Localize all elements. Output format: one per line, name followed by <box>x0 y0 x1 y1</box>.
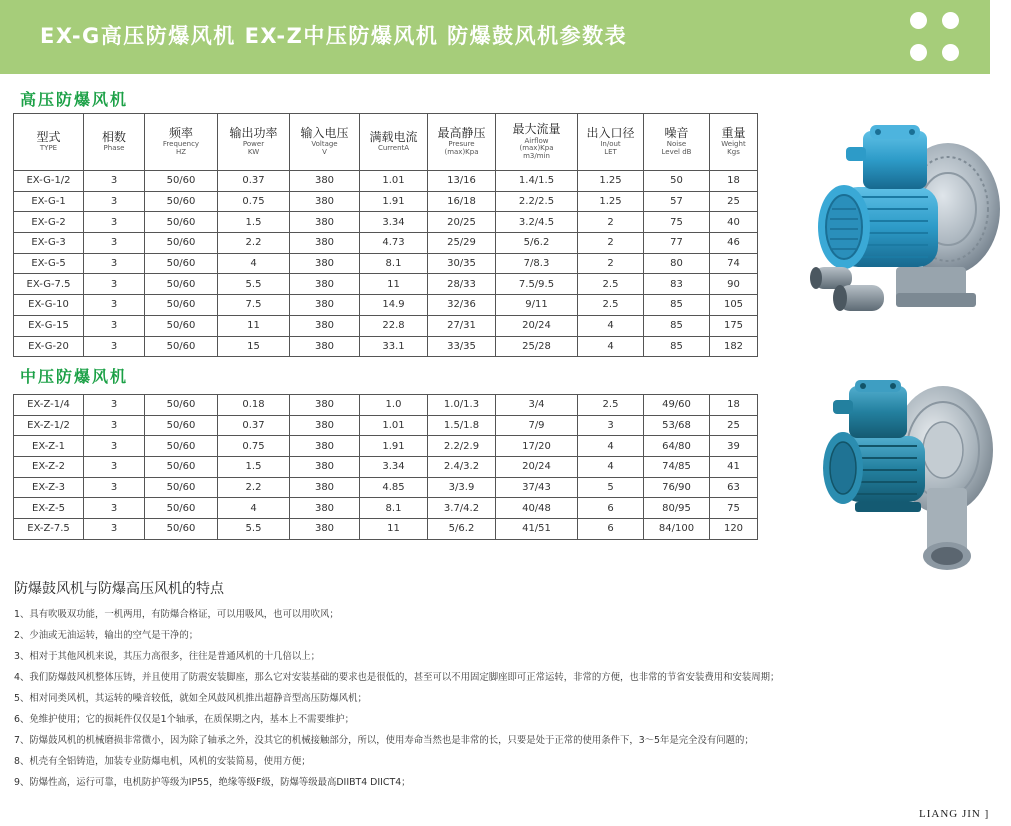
table-row <box>14 395 758 416</box>
header-banner <box>0 0 990 74</box>
table-cell: EX-Z-1 <box>14 436 84 457</box>
page-title: EX-G高压防爆风机 EX-Z中压防爆风机 防爆鼓风机参数表 <box>40 24 628 48</box>
table-cell: 3/4 <box>496 395 578 416</box>
table-cell: 3 <box>84 457 145 478</box>
table-row <box>14 519 758 540</box>
table-cell: 50/60 <box>145 457 218 478</box>
table-cell: 84/100 <box>644 519 710 540</box>
table-cell: 2 <box>578 233 644 254</box>
table-cell: 37/43 <box>496 477 578 498</box>
table-cell: 74/85 <box>644 457 710 478</box>
table-cell: 50/60 <box>145 436 218 457</box>
table-cell: 64/80 <box>644 436 710 457</box>
table-cell: 85 <box>644 295 710 316</box>
table-cell: 39 <box>710 436 758 457</box>
table-cell: 2.5 <box>578 274 644 295</box>
table-cell: 380 <box>290 295 360 316</box>
table-cell: 1.0/1.3 <box>428 395 496 416</box>
table-cell: 20/25 <box>428 212 496 233</box>
table-cell: 0.75 <box>218 191 290 212</box>
table-cell: 25 <box>710 415 758 436</box>
features-section <box>14 578 994 793</box>
table-cell: 33.1 <box>360 336 428 357</box>
table-cell: 20/24 <box>496 315 578 336</box>
table-cell: 50/60 <box>145 477 218 498</box>
table-row <box>14 457 758 478</box>
table-cell: 3 <box>84 233 145 254</box>
table-cell: 33/35 <box>428 336 496 357</box>
table-cell: 2.2/2.5 <box>496 191 578 212</box>
table-cell: 63 <box>710 477 758 498</box>
table-cell: 1.01 <box>360 415 428 436</box>
table-cell: 380 <box>290 253 360 274</box>
table-cell: 2.2/2.9 <box>428 436 496 457</box>
table-cell: 16/18 <box>428 191 496 212</box>
table-cell: 380 <box>290 171 360 192</box>
table-cell: 1.01 <box>360 171 428 192</box>
table-cell: 6 <box>578 498 644 519</box>
table-cell: 85 <box>644 336 710 357</box>
table-cell: 50/60 <box>145 212 218 233</box>
brand-mark: LIANG JIN ] <box>919 808 990 820</box>
table-cell: 46 <box>710 233 758 254</box>
table-cell: 3 <box>84 336 145 357</box>
table-cell: 25/28 <box>496 336 578 357</box>
table-cell: 4.85 <box>360 477 428 498</box>
table-cell: 3 <box>84 415 145 436</box>
table-cell: EX-G-20 <box>14 336 84 357</box>
table-cell: 53/68 <box>644 415 710 436</box>
table-row <box>14 295 758 316</box>
table-row <box>14 171 758 192</box>
table-cell: 6 <box>578 519 644 540</box>
table-cell: 0.37 <box>218 415 290 436</box>
table-cell: 182 <box>710 336 758 357</box>
table-cell: 3 <box>84 519 145 540</box>
table-cell: EX-G-10 <box>14 295 84 316</box>
table-cell: 380 <box>290 274 360 295</box>
header-pressure: 最高静压 Presure (max)Kpa <box>428 114 496 171</box>
table-cell: 17/20 <box>496 436 578 457</box>
feature-item: 1、具有吹吸双功能，一机两用，有防爆合格证，可以用吸风，也可以用吹风； <box>14 609 339 620</box>
table-row <box>14 436 758 457</box>
table-cell: 3.34 <box>360 212 428 233</box>
feature-item: 3、相对于其他风机来说，其压力高很多，往往是普通风机的十几倍以上； <box>14 651 320 662</box>
table-cell: 11 <box>218 315 290 336</box>
table-row <box>14 233 758 254</box>
header-noise: 噪音 Noise Level dB <box>644 114 710 171</box>
table-cell: 5/6.2 <box>428 519 496 540</box>
table-cell: 40 <box>710 212 758 233</box>
table-cell: 3 <box>578 415 644 436</box>
table-row <box>14 212 758 233</box>
table-cell: 1.0 <box>360 395 428 416</box>
table-cell: EX-Z-5 <box>14 498 84 519</box>
header-current: 满载电流 CurrentA <box>360 114 428 171</box>
section-title-medium-pressure: 中压防爆风机 <box>20 367 129 386</box>
feature-item: 4、我们防爆鼓风机整体压铸，并且使用了防震安装脚座，那么它对安装基础的要求也是很低的，甚至可以不用固定脚座即可正常运转，非常的方便，也非常的节省安装费用和安装周期； <box>14 672 780 683</box>
table-cell: 3 <box>84 191 145 212</box>
table-cell: 3 <box>84 436 145 457</box>
feature-item: 9、防爆性高，运行可靠，电机防护等级为IP55，绝缘等级F级，防爆等级最高DIIBT4 DIICT4； <box>14 777 411 788</box>
features-title: 防爆鼓风机与防爆高压风机的特点 <box>14 581 224 597</box>
table-cell: 4 <box>578 315 644 336</box>
table-header-row <box>14 114 758 171</box>
table-cell: 5 <box>578 477 644 498</box>
table-cell: 4 <box>578 336 644 357</box>
table-cell: 22.8 <box>360 315 428 336</box>
table-cell: 74 <box>710 253 758 274</box>
table-cell: 380 <box>290 233 360 254</box>
table-cell: 11 <box>360 274 428 295</box>
table-cell: 7.5/9.5 <box>496 274 578 295</box>
table-cell: 27/31 <box>428 315 496 336</box>
table-cell: 50/60 <box>145 295 218 316</box>
header-voltage: 输入电压 Voltage V <box>290 114 360 171</box>
table-cell: 18 <box>710 395 758 416</box>
table-cell: 1.4/1.5 <box>496 171 578 192</box>
table-cell: 1.5 <box>218 212 290 233</box>
table-cell: 90 <box>710 274 758 295</box>
table-cell: 50 <box>644 171 710 192</box>
table-cell: 4 <box>578 436 644 457</box>
table-cell: EX-G-7.5 <box>14 274 84 295</box>
table-row <box>14 253 758 274</box>
table-cell: 3 <box>84 212 145 233</box>
table-cell: EX-Z-1/4 <box>14 395 84 416</box>
table-cell: 41 <box>710 457 758 478</box>
table-cell: 75 <box>710 498 758 519</box>
table-cell: 0.75 <box>218 436 290 457</box>
table-cell: 50/60 <box>145 171 218 192</box>
table-row <box>14 274 758 295</box>
table-cell: 85 <box>644 315 710 336</box>
table-cell: 3 <box>84 171 145 192</box>
table-row <box>14 477 758 498</box>
table-cell: 120 <box>710 519 758 540</box>
feature-item: 7、防爆鼓风机的机械磨损非常微小，因为除了轴承之外，没其它的机械接触部分，所以，使用寿命当然也是非常的长，只要是处于正常的使用条件下，3～5年是完全没有问题的； <box>14 735 754 746</box>
table-cell: EX-G-3 <box>14 233 84 254</box>
table-cell: 7/8.3 <box>496 253 578 274</box>
table-cell: EX-G-1/2 <box>14 171 84 192</box>
table-cell: 80 <box>644 253 710 274</box>
table-cell: 7/9 <box>496 415 578 436</box>
table-cell: EX-G-5 <box>14 253 84 274</box>
table-cell: 50/60 <box>145 233 218 254</box>
feature-item: 8、机壳有全铝铸造，加装专业防爆电机，风机的安装简易，使用方便； <box>14 756 311 767</box>
high-pressure-spec-table <box>13 113 758 357</box>
dot-icon <box>910 12 927 29</box>
table-cell: 175 <box>710 315 758 336</box>
header-frequency: 频率 Frequency HZ <box>145 114 218 171</box>
table-cell: 50/60 <box>145 274 218 295</box>
table-cell: 5.5 <box>218 519 290 540</box>
ex-g-blower-photo <box>808 117 1004 317</box>
table-cell: 83 <box>644 274 710 295</box>
section-title-high-pressure: 高压防爆风机 <box>20 90 129 109</box>
table-cell: 57 <box>644 191 710 212</box>
table-cell: 50/60 <box>145 336 218 357</box>
table-cell: 1.91 <box>360 436 428 457</box>
table-cell: 3 <box>84 395 145 416</box>
table-cell: 3 <box>84 274 145 295</box>
table-cell: 18 <box>710 171 758 192</box>
dots-logo-icon <box>910 12 962 64</box>
table-cell: EX-G-1 <box>14 191 84 212</box>
table-cell: 380 <box>290 457 360 478</box>
dot-icon <box>910 44 927 61</box>
table-cell: 4 <box>578 457 644 478</box>
table-cell: 50/60 <box>145 498 218 519</box>
table-cell: 2 <box>578 253 644 274</box>
table-cell: 3/3.9 <box>428 477 496 498</box>
header-phase: 相数 Phase <box>84 114 145 171</box>
feature-item: 5、相对同类风机，其运转的噪音较低，就如全风鼓风机推出超静音型高压防爆风机； <box>14 693 367 704</box>
table-row <box>14 415 758 436</box>
table-cell: 80/95 <box>644 498 710 519</box>
table-cell: 380 <box>290 498 360 519</box>
table-cell: 5.5 <box>218 274 290 295</box>
table-cell: 380 <box>290 212 360 233</box>
feature-item: 2、少油或无油运转，输出的空气是干净的； <box>14 630 199 641</box>
table-cell: 380 <box>290 415 360 436</box>
table-cell: 380 <box>290 315 360 336</box>
table-cell: 1.5 <box>218 457 290 478</box>
dot-icon <box>942 12 959 29</box>
table-cell: 380 <box>290 477 360 498</box>
table-cell: 75 <box>644 212 710 233</box>
table-cell: 1.25 <box>578 191 644 212</box>
table-cell: 1.91 <box>360 191 428 212</box>
table-cell: 50/60 <box>145 253 218 274</box>
table-cell: 3.7/4.2 <box>428 498 496 519</box>
table-cell: 3 <box>84 477 145 498</box>
table-cell: EX-Z-3 <box>14 477 84 498</box>
table-cell: 11 <box>360 519 428 540</box>
table-cell: 7.5 <box>218 295 290 316</box>
table-cell: 77 <box>644 233 710 254</box>
table-cell: 2.5 <box>578 295 644 316</box>
table-cell: 1.5/1.8 <box>428 415 496 436</box>
table-cell: 15 <box>218 336 290 357</box>
table-cell: 4.73 <box>360 233 428 254</box>
table-cell: 50/60 <box>145 191 218 212</box>
table-cell: 4 <box>218 498 290 519</box>
table-cell: 50/60 <box>145 395 218 416</box>
table-cell: 3 <box>84 498 145 519</box>
header-power: 输出功率 Power KW <box>218 114 290 171</box>
table-cell: 2.2 <box>218 477 290 498</box>
table-cell: 49/60 <box>644 395 710 416</box>
table-cell: 380 <box>290 519 360 540</box>
table-cell: 3.34 <box>360 457 428 478</box>
table-cell: 25 <box>710 191 758 212</box>
table-cell: 25/29 <box>428 233 496 254</box>
header-type: 型式 TYPE <box>14 114 84 171</box>
dot-icon <box>942 44 959 61</box>
table-cell: 380 <box>290 336 360 357</box>
table-cell: 40/48 <box>496 498 578 519</box>
table-cell: 20/24 <box>496 457 578 478</box>
table-cell: 3 <box>84 253 145 274</box>
table-cell: 50/60 <box>145 415 218 436</box>
feature-item: 6、免维护使用；它的损耗件仅仅是1个轴承，在质保期之内，基本上不需要维护； <box>14 714 355 725</box>
table-cell: 13/16 <box>428 171 496 192</box>
header-airflow: 最大流量 Airflow (max)Kpa m3/min <box>496 114 578 171</box>
ex-z-blower-photo <box>815 378 1000 574</box>
table-cell: EX-Z-2 <box>14 457 84 478</box>
table-cell: 0.37 <box>218 171 290 192</box>
table-cell: EX-Z-7.5 <box>14 519 84 540</box>
table-cell: 3 <box>84 315 145 336</box>
table-cell: 32/36 <box>428 295 496 316</box>
table-cell: 2.5 <box>578 395 644 416</box>
table-row <box>14 315 758 336</box>
table-cell: 2.4/3.2 <box>428 457 496 478</box>
table-cell: 3.2/4.5 <box>496 212 578 233</box>
table-cell: 4 <box>218 253 290 274</box>
table-cell: 76/90 <box>644 477 710 498</box>
table-cell: 5/6.2 <box>496 233 578 254</box>
table-cell: 2.2 <box>218 233 290 254</box>
table-cell: 14.9 <box>360 295 428 316</box>
table-row <box>14 336 758 357</box>
table-cell: 1.25 <box>578 171 644 192</box>
table-cell: 105 <box>710 295 758 316</box>
medium-pressure-spec-table <box>13 394 758 540</box>
table-cell: 2 <box>578 212 644 233</box>
table-cell: 380 <box>290 395 360 416</box>
table-cell: EX-G-15 <box>14 315 84 336</box>
table-cell: 380 <box>290 436 360 457</box>
table-cell: 380 <box>290 191 360 212</box>
header-inout: 出入口径 In/out LET <box>578 114 644 171</box>
table-cell: 0.18 <box>218 395 290 416</box>
table-cell: 8.1 <box>360 253 428 274</box>
table-cell: 50/60 <box>145 315 218 336</box>
table-cell: 9/11 <box>496 295 578 316</box>
table-cell: 30/35 <box>428 253 496 274</box>
table-cell: 50/60 <box>145 519 218 540</box>
table-cell: EX-G-2 <box>14 212 84 233</box>
header-weight: 重量 Weight Kgs <box>710 114 758 171</box>
table-cell: EX-Z-1/2 <box>14 415 84 436</box>
table-cell: 28/33 <box>428 274 496 295</box>
table-row <box>14 498 758 519</box>
table-row <box>14 191 758 212</box>
table-cell: 3 <box>84 295 145 316</box>
table-cell: 8.1 <box>360 498 428 519</box>
table-cell: 41/51 <box>496 519 578 540</box>
